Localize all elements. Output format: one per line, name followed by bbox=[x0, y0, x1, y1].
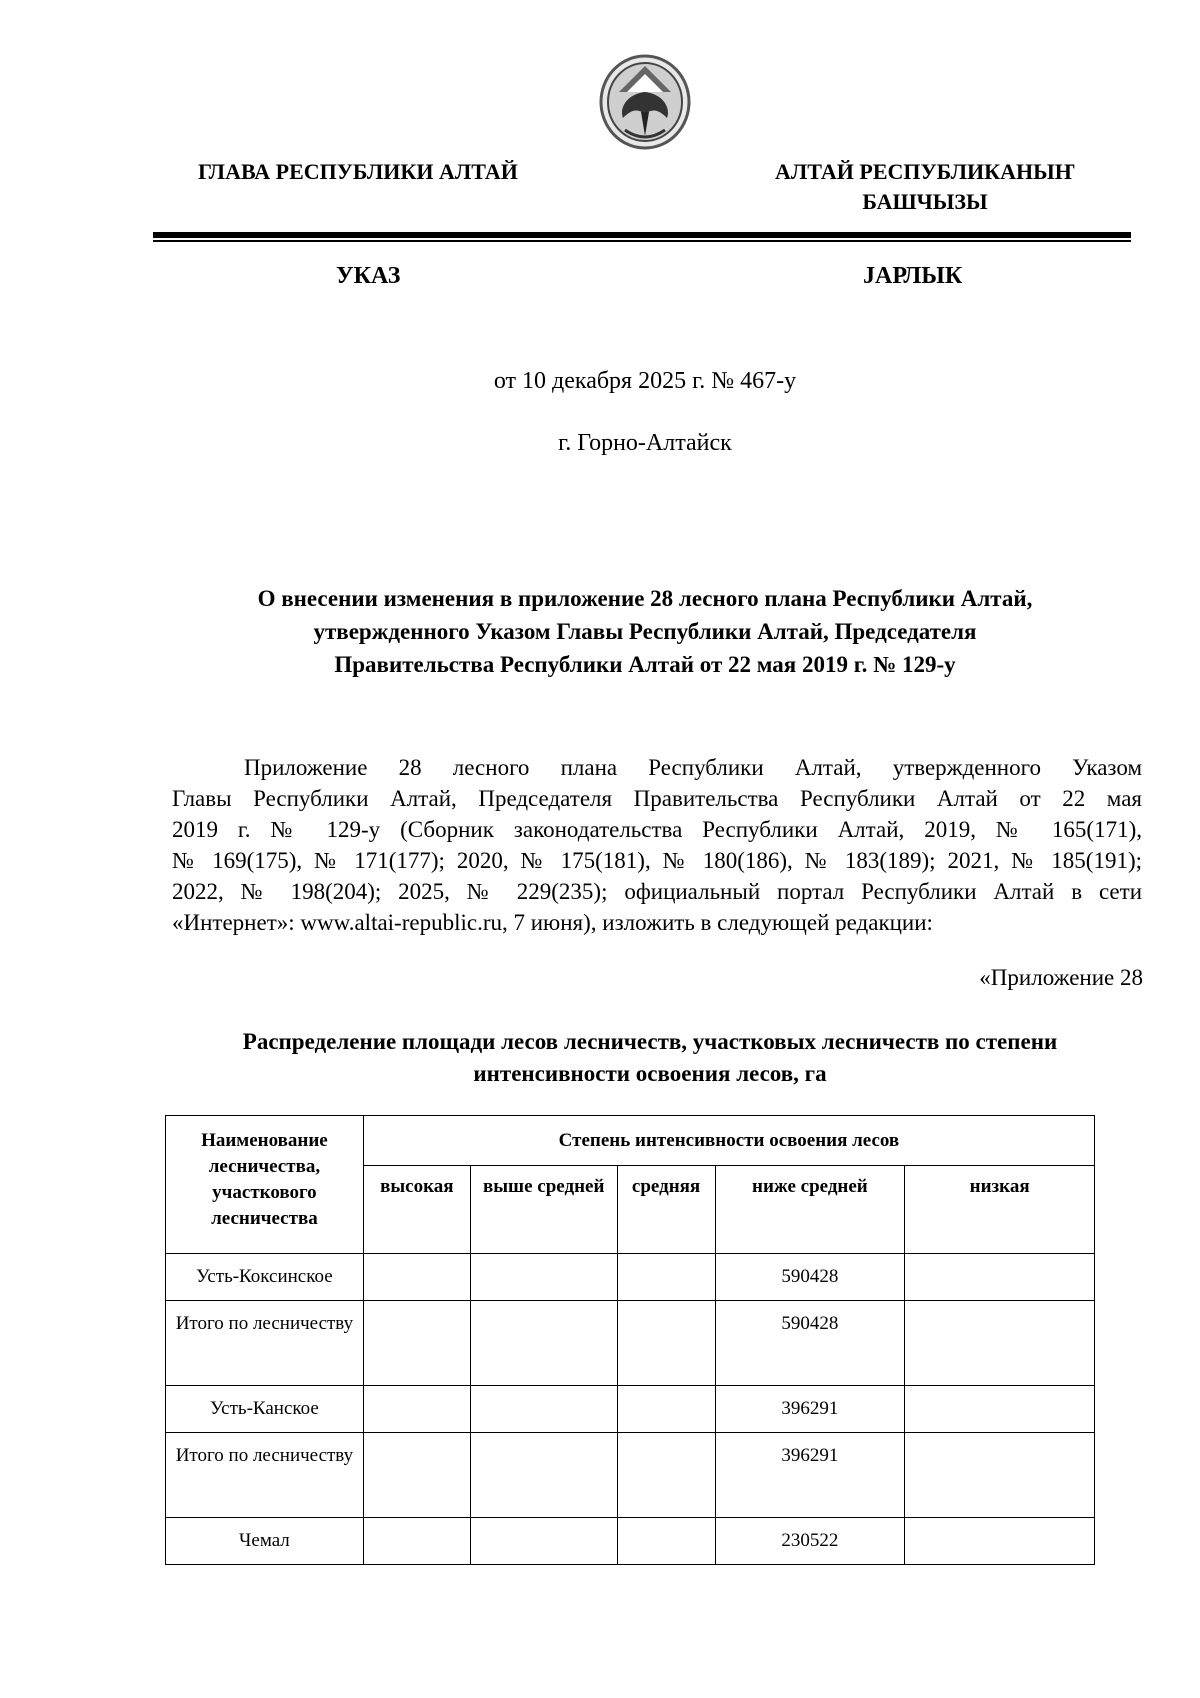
table-row bbox=[166, 1433, 1095, 1518]
table-row bbox=[166, 1518, 1095, 1565]
header-right-title-line1: АЛТАЙ РЕСПУБЛИКАНЫҤ bbox=[775, 159, 1075, 184]
table-cell: 590428 bbox=[715, 1254, 905, 1301]
table-row bbox=[166, 1386, 1095, 1433]
table-cell bbox=[905, 1433, 1095, 1518]
document-date-number: от 10 декабря 2025 г. № 467-у bbox=[493, 368, 797, 394]
body-line: 2022, № 198(204); 2025, № 229(235); официальный портал Республики Алтай в сети bbox=[172, 879, 1142, 904]
table-cell-name: Чемал bbox=[166, 1518, 364, 1565]
table-cell: 230522 bbox=[715, 1518, 905, 1565]
document-city: г. Горно-Алтайск bbox=[558, 430, 732, 456]
header-divider-thin bbox=[153, 240, 1131, 242]
appendix-label: «Приложение 28 bbox=[979, 965, 1143, 990]
table-cell: 590428 bbox=[715, 1301, 905, 1386]
table-cell bbox=[470, 1254, 617, 1301]
table-header-column: низкая bbox=[905, 1166, 1095, 1254]
table-cell bbox=[617, 1433, 715, 1518]
table-cell bbox=[363, 1254, 470, 1301]
title-line: Правительства Республики Алтай от 22 мая 2019 г. № 129-у bbox=[334, 652, 956, 677]
table-row bbox=[166, 1301, 1095, 1386]
body-line: «Интернет»: www.altai-republic.ru, 7 июня), изложить в следующей редакции: bbox=[172, 910, 933, 935]
table-cell bbox=[363, 1518, 470, 1565]
table-cell bbox=[363, 1386, 470, 1433]
table-cell: 396291 bbox=[715, 1386, 905, 1433]
forest-intensity-table bbox=[165, 1115, 1095, 1565]
table-cell bbox=[363, 1433, 470, 1518]
body-line: 2019 г. № 129-у (Сборник законодательства Республики Алтай, 2019, № 165(171), bbox=[172, 817, 1142, 842]
table-title-line: Распределение площади лесов лесничеств, участковых лесничеств по степени bbox=[242, 1029, 1058, 1054]
table-cell bbox=[617, 1254, 715, 1301]
title-line: О внесении изменения в приложение 28 лесного плана Республики Алтай, bbox=[257, 586, 1033, 611]
table-title bbox=[160, 1026, 1140, 1090]
table-header-column: средняя bbox=[617, 1166, 715, 1254]
table-cell-name: Усть-Коксинское bbox=[166, 1254, 364, 1301]
header-right-title bbox=[760, 157, 1090, 217]
table-cell bbox=[470, 1301, 617, 1386]
header-left-title: ГЛАВА РЕСПУБЛИКИ АЛТАЙ bbox=[198, 159, 518, 184]
table-cell-name: Итого по лесничеству bbox=[166, 1301, 364, 1386]
table-header-name: Наименование лесничества, участкового лесничества bbox=[166, 1116, 364, 1254]
table-cell bbox=[905, 1386, 1095, 1433]
body-line: Приложение 28 лесного плана Республики Алтай, утвержденного Указом bbox=[244, 755, 1142, 780]
document-title bbox=[160, 582, 1130, 681]
table-cell-name: Итого по лесничеству bbox=[166, 1433, 364, 1518]
table-cell bbox=[617, 1301, 715, 1386]
table-cell-name: Усть-Канское bbox=[166, 1386, 364, 1433]
table-cell bbox=[905, 1301, 1095, 1386]
table-title-line: интенсивности освоения лесов, га bbox=[473, 1061, 827, 1086]
table-cell bbox=[617, 1518, 715, 1565]
table-cell bbox=[363, 1301, 470, 1386]
table-cell bbox=[470, 1433, 617, 1518]
table-row bbox=[166, 1254, 1095, 1301]
document-kind-alt: ЈАРЛЫК bbox=[863, 263, 963, 289]
table-header-column: выше средней bbox=[470, 1166, 617, 1254]
table-cell: 396291 bbox=[715, 1433, 905, 1518]
document-body-paragraph bbox=[172, 752, 1142, 938]
table-cell bbox=[905, 1254, 1095, 1301]
header-divider-thick bbox=[153, 232, 1131, 238]
title-line: утвержденного Указом Главы Республики Алтай, Председателя bbox=[313, 619, 977, 644]
table-cell bbox=[617, 1386, 715, 1433]
table-header-column: ниже средней bbox=[715, 1166, 905, 1254]
table-cell bbox=[470, 1386, 617, 1433]
header-right-title-line2: БАШЧЫЗЫ bbox=[862, 189, 988, 214]
body-line: № 169(175), № 171(177); 2020, № 175(181), № 180(186), № 183(189); 2021, № 185(191); bbox=[172, 848, 1142, 873]
document-kind-ru: УКАЗ bbox=[336, 263, 401, 289]
table-cell bbox=[905, 1518, 1095, 1565]
table-header-column: высокая bbox=[363, 1166, 470, 1254]
body-line: Главы Республики Алтай, Председателя Правительства Республики Алтай от 22 мая bbox=[172, 786, 1142, 811]
table-header-group: Степень интенсивности освоения лесов bbox=[363, 1116, 1094, 1166]
republic-altai-coat-of-arms-icon bbox=[597, 52, 693, 152]
table-cell bbox=[470, 1518, 617, 1565]
